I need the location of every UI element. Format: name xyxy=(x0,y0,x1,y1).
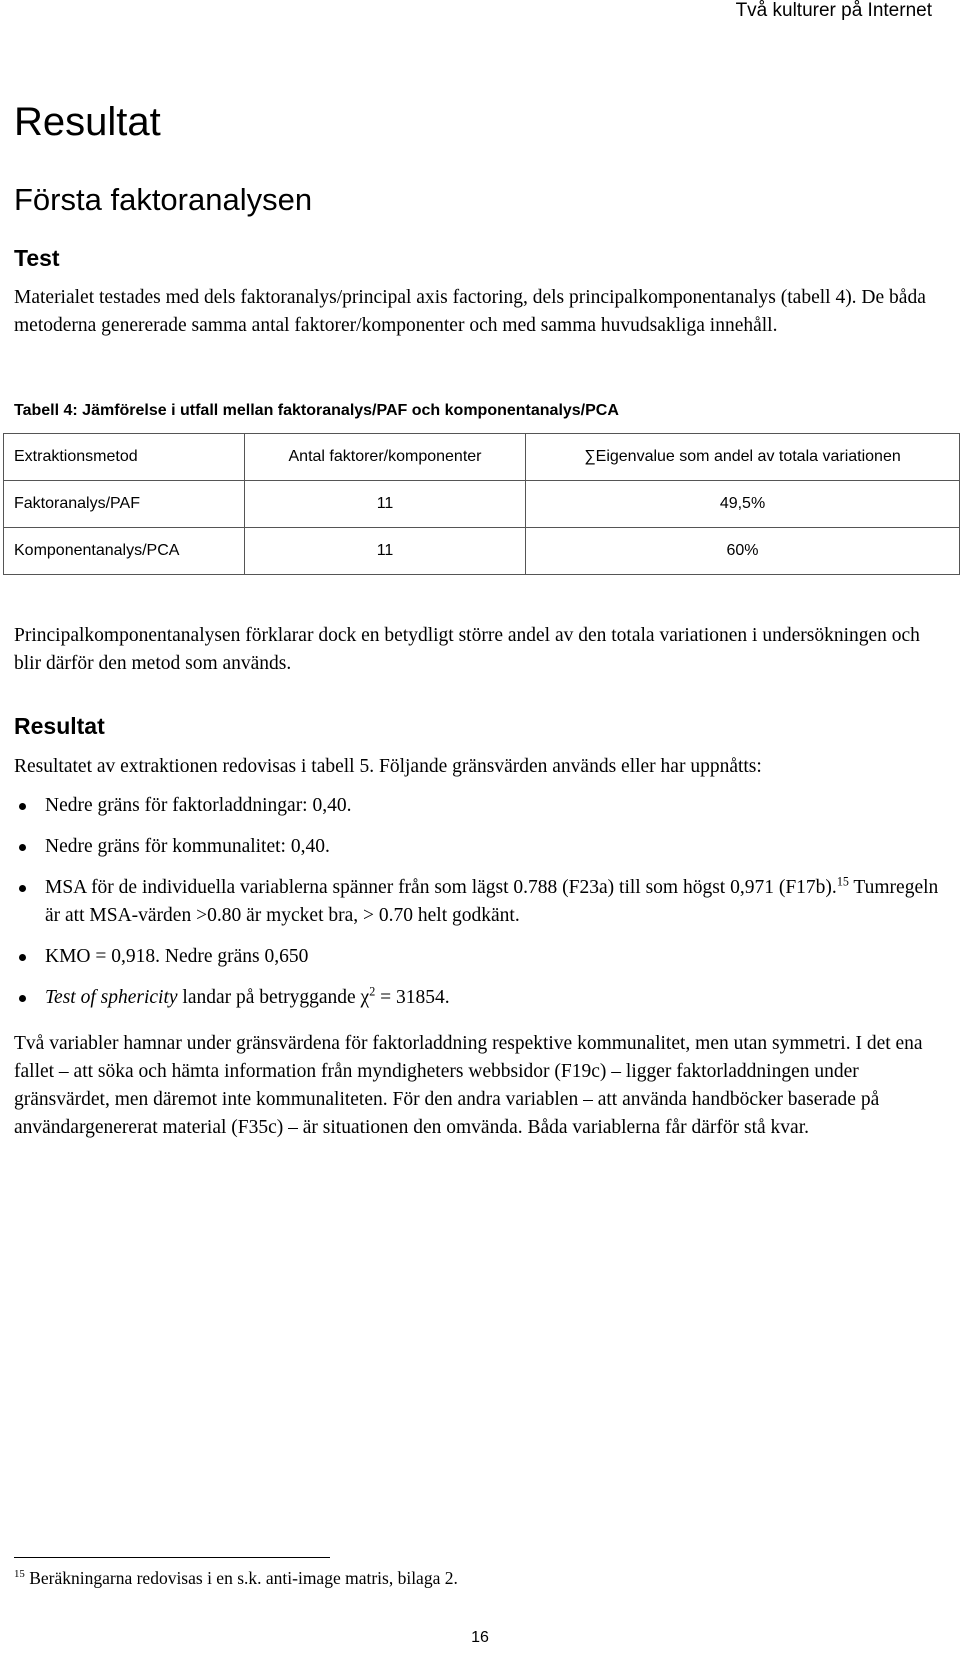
page-title: Resultat xyxy=(14,100,161,144)
list-item-text: = 31854. xyxy=(375,987,450,1008)
table-cell: 49,5% xyxy=(526,481,960,528)
test-paragraph: Materialet testades med dels faktoranalys/principal axis factoring, dels principalkomponentanalys (tabell 4). De båda metoderna genererade samma antal faktorer/komponenter och med samma huvudsakliga innehåll. xyxy=(14,287,926,336)
section-title: Första faktoranalysen xyxy=(14,182,313,217)
bullet-icon xyxy=(19,844,26,851)
results-heading: Resultat xyxy=(14,713,105,739)
table-cell: 60% xyxy=(526,528,960,575)
list-item xyxy=(0,792,945,820)
list-item-text: MSA för de individuella variablerna spänner från som lägst 0.788 (F23a) till som högst 0,971 (F17b). xyxy=(45,877,837,898)
results-intro: Resultatet av extraktionen redovisas i tabell 5. Följande gränsvärden används eller har uppnåtts: xyxy=(14,756,762,777)
list-item-text: KMO = 0,918. Nedre gräns 0,650 xyxy=(45,946,309,967)
table-header-cell: Extraktionsmetod xyxy=(4,434,245,481)
page-number: 16 xyxy=(471,1629,489,1646)
list-item-text: Nedre gräns för faktorladdningar: 0,40. xyxy=(45,795,352,816)
list-item-text: Nedre gräns för kommunalitet: 0,40. xyxy=(45,836,330,857)
bullet-icon xyxy=(19,995,26,1002)
footnote-text: Beräkningarna redovisas i en s.k. anti-image matris, bilaga 2. xyxy=(24,1568,458,1588)
after-table-paragraph: Principalkomponentanalysen förklarar dock en betydligt större andel av den totala variationen i undersökningen och blir därför den metod som används. xyxy=(14,625,920,674)
superscript: 2 xyxy=(369,984,376,999)
footnote-reference: 15 xyxy=(836,874,849,889)
list-item xyxy=(0,874,945,930)
comparison-table xyxy=(3,433,960,575)
running-header: Två kulturer på Internet xyxy=(735,0,932,21)
footnote xyxy=(14,1568,458,1589)
bullet-icon xyxy=(19,885,26,892)
table-row xyxy=(4,481,960,528)
table-header-cell: Antal faktorer/komponenter xyxy=(245,434,526,481)
table-cell: Faktoranalys/PAF xyxy=(4,481,245,528)
bullet-icon xyxy=(19,803,26,810)
test-heading: Test xyxy=(14,245,60,271)
table-caption: Tabell 4: Jämförelse i utfall mellan faktoranalys/PAF och komponentanalys/PCA xyxy=(14,402,619,419)
list-item-text: landar på betryggande χ xyxy=(177,987,370,1008)
table-cell: Komponentanalys/PCA xyxy=(4,528,245,575)
closing-paragraph: Två variabler hamnar under gränsvärdena för faktorladdning respektive kommunalitet, men utan symmetri. I det ena fallet – att söka och hämta information från myndigheters webbsidor (F19c) – ligger faktorladdningen under gränsvärdet, men däremot inte kommunaliteten. För den andra variablen – att använda handböcker baserade på användargenererat material (F35c) – är situationen den omvända. Båda variablerna får därför stå kvar. xyxy=(14,1033,923,1138)
table-row xyxy=(4,528,960,575)
bullet-icon xyxy=(19,954,26,961)
table-cell: 11 xyxy=(245,528,526,575)
threshold-list xyxy=(0,792,945,1025)
list-item-text: Tumregeln är att MSA-värden >0.80 är mycket bra, > 0.70 helt godkänt. xyxy=(45,877,939,926)
list-item xyxy=(0,943,945,971)
list-item xyxy=(0,833,945,861)
table-header-cell: ∑Eigenvalue som andel av totala variationen xyxy=(526,434,960,481)
list-item-italic-text: Test of sphericity xyxy=(45,987,178,1008)
table-header-row xyxy=(4,434,960,481)
footnote-number: 15 xyxy=(14,1568,25,1581)
footnote-divider xyxy=(14,1557,330,1558)
list-item xyxy=(0,984,945,1012)
table-cell: 11 xyxy=(245,481,526,528)
